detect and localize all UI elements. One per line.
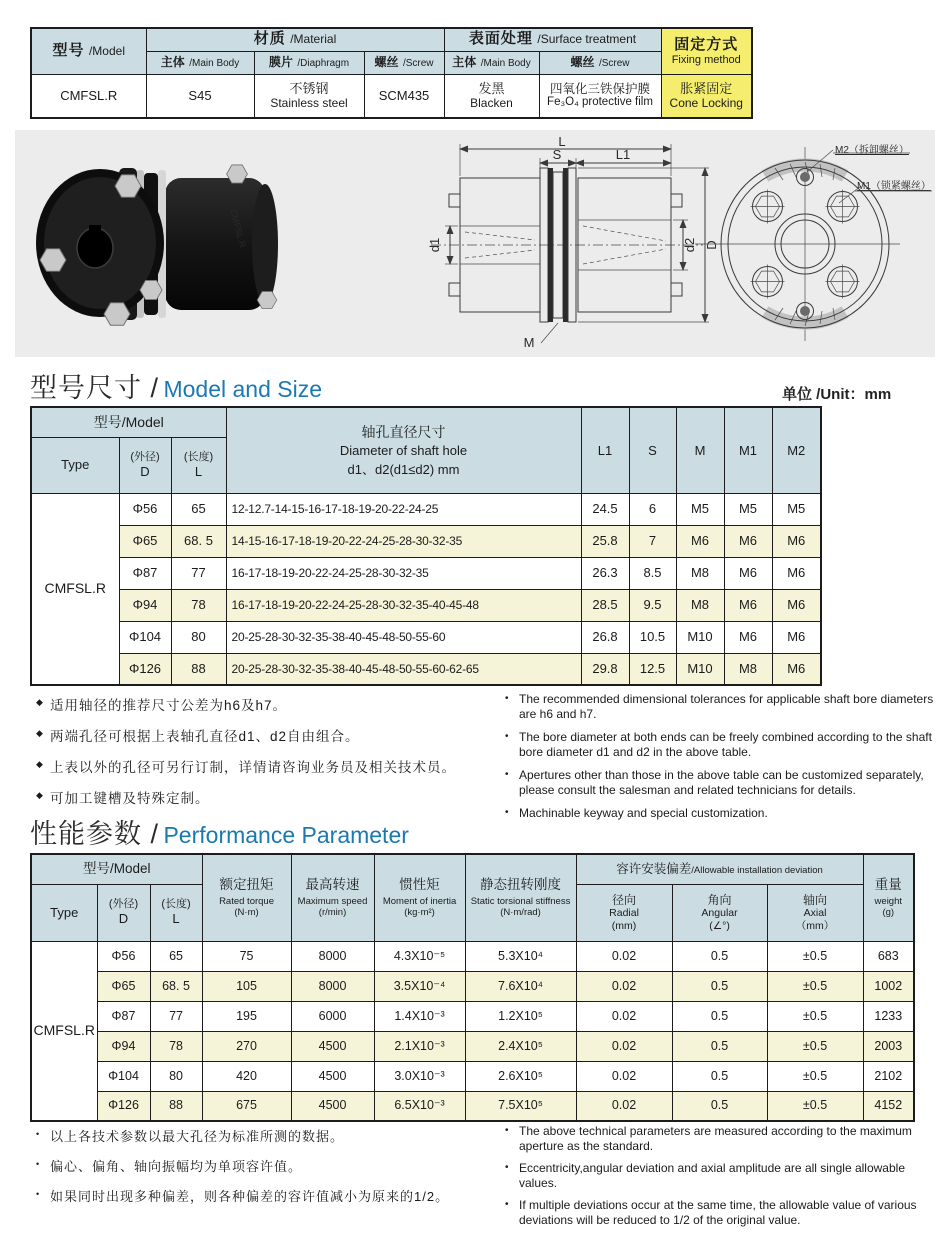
photo-engraving: CMFSL.R — [228, 207, 248, 249]
size-header-type: Type — [31, 437, 119, 493]
bullet-icon: • — [505, 1162, 509, 1173]
weight-cell: 1002 — [863, 971, 914, 1001]
radial-cn: 径向 — [612, 893, 637, 908]
surface-screw-cn: 螺丝 — [570, 55, 595, 70]
list-item — [36, 725, 481, 745]
stiffness-en: Static torsional stiffness — [470, 896, 571, 907]
bullet-icon: • — [505, 1199, 509, 1210]
axial-cn: 轴向 — [803, 893, 828, 908]
l-letter: L — [194, 463, 203, 479]
perf-title-cn: 性能参数 / — [30, 819, 160, 849]
note-text: 两端孔径可根据上表轴孔直径d1、d2自由组合。 — [50, 729, 360, 744]
dim-label-S: S — [552, 147, 562, 162]
weight-cn: 重量 — [874, 877, 902, 893]
radial-cell: 0.02 — [576, 971, 672, 1001]
table-row — [31, 589, 821, 621]
spec-header-material-en: /Material — [290, 32, 337, 47]
dim-label-L: L — [558, 134, 566, 149]
l-paren: (长度) — [183, 450, 214, 463]
note-text: If multiple deviations occur at the same time, the allowable value of various deviations will be reduced to 1/2 of the original value. — [519, 1198, 917, 1227]
radial-cell: 0.02 — [576, 1001, 672, 1031]
d-cell: Φ94 — [97, 1031, 150, 1061]
l-cell: 77 — [171, 557, 226, 589]
table-row — [31, 1031, 914, 1061]
weight-cell: 4152 — [863, 1091, 914, 1121]
note-text: The above technical parameters are measured according to the maximum aperture as the standard. — [519, 1124, 912, 1153]
size-title-cn: 型号尺寸 / — [30, 373, 160, 403]
angular-cell: 0.5 — [672, 1001, 767, 1031]
l-paren: (长度) — [161, 898, 191, 911]
angular-cell: 0.5 — [672, 1031, 767, 1061]
weight-unit: (g) — [882, 907, 895, 919]
d-cell: Φ104 — [97, 1061, 150, 1091]
spec-main-body-value: S45 — [146, 74, 254, 118]
list-item — [36, 756, 481, 776]
perf-header-angular — [672, 884, 767, 941]
inertia-cn: 惯性矩 — [399, 877, 440, 893]
note-text: Apertures other than those in the above table can be customized separately, please consult the salesman and related technicians for details. — [519, 768, 924, 797]
bullet-icon: • — [505, 731, 509, 742]
torque-cell: 105 — [202, 971, 291, 1001]
s-cell: 10.5 — [629, 621, 676, 653]
diaphragm-value-en: Stainless steel — [270, 96, 348, 111]
dim-label-d2: d2 — [682, 237, 697, 253]
spec-subheader-surface-screw — [539, 51, 661, 74]
bullet-icon: • — [36, 1189, 41, 1199]
surface-screw-en: /Screw — [598, 58, 630, 70]
dim-label-d1: d1 — [427, 237, 442, 253]
spec-header-model-cn: 型号 — [52, 41, 85, 59]
l1-cell: 29.8 — [581, 653, 629, 685]
bores-cell: 16-17-18-19-20-22-24-25-28-30-32-35-40-45-48 — [226, 589, 581, 621]
front-view-drawing — [695, 143, 932, 341]
note-text: Eccentricity,angular deviation and axial amplitude are all single allowable values. — [519, 1161, 905, 1190]
s-cell: 7 — [629, 525, 676, 557]
stiffness-unit: (N·m/rad) — [500, 907, 541, 919]
size-col-m: M — [676, 407, 724, 493]
perf-type-value: CMFSL.R — [31, 941, 97, 1121]
size-notes-en — [505, 692, 937, 829]
speed-unit: (r/min) — [318, 907, 347, 919]
bullet-icon: ◆ — [36, 790, 44, 800]
l-cell: 78 — [171, 589, 226, 621]
l-cell: 77 — [150, 1001, 202, 1031]
stiffness-cn: 静态扭转刚度 — [480, 877, 562, 893]
torque-en: Rated torque — [219, 896, 274, 907]
coupling-graphics — [15, 130, 935, 357]
note-text: 以上各技术参数以最大孔径为标准所测的数据。 — [50, 1129, 345, 1144]
l-cell: 88 — [150, 1091, 202, 1121]
perf-section-title — [30, 812, 409, 851]
table-row — [31, 1061, 914, 1091]
axial-cell: ±0.5 — [767, 1001, 863, 1031]
axial-cell: ±0.5 — [767, 1091, 863, 1121]
fixing-value-en: Cone Locking — [669, 96, 743, 111]
dim-label-L1: L1 — [615, 147, 631, 162]
l-cell: 65 — [150, 941, 202, 971]
deviation-cn: 容许安装偏差 — [616, 861, 692, 876]
list-item — [505, 1161, 940, 1191]
note-text: 上表以外的孔径可另行订制，详情请咨询业务员及相关技术员。 — [50, 760, 456, 775]
d-cell: Φ104 — [119, 621, 171, 653]
d-cell: Φ65 — [97, 971, 150, 1001]
surface-main-cn: 主体 — [452, 55, 477, 70]
inertia-unit: (kg·m²) — [404, 907, 435, 919]
size-title-en: Model and Size — [163, 376, 323, 402]
spec-subheader-main-body — [146, 51, 254, 74]
angular-unit: (∠°) — [709, 919, 730, 932]
spec-fixing-value — [661, 74, 752, 118]
side-view-drawing — [427, 134, 719, 350]
list-item — [36, 694, 481, 714]
bores-cell: 12-12.7-14-15-16-17-18-19-20-22-24-25 — [226, 493, 581, 525]
angular-cell: 0.5 — [672, 1061, 767, 1091]
m-cell: M8 — [676, 589, 724, 621]
bores-cell: 20-25-28-30-32-35-38-40-45-48-50-55-60-62-65 — [226, 653, 581, 685]
spec-header-material-cn: 材质 — [253, 30, 286, 48]
size-header-shaft-hole — [226, 407, 581, 493]
surface-screw-value-en: Fe₃O₄ protective film — [547, 96, 653, 109]
angular-cell: 0.5 — [672, 941, 767, 971]
speed-cell: 6000 — [291, 1001, 374, 1031]
note-m1: M1（锁紧螺丝） — [857, 181, 931, 192]
diaphragm-en: /Diaphragm — [297, 58, 350, 70]
perf-header-d — [97, 884, 150, 941]
perf-header-axial — [767, 884, 863, 941]
speed-cell: 4500 — [291, 1091, 374, 1121]
l-cell: 68. 5 — [171, 525, 226, 557]
axial-cell: ±0.5 — [767, 1061, 863, 1091]
speed-cell: 4500 — [291, 1031, 374, 1061]
deviation-en: /Allowable installation deviation — [691, 864, 823, 876]
bores-cell: 14-15-16-17-18-19-20-22-24-25-28-30-32-35 — [226, 525, 581, 557]
table-row — [31, 557, 821, 589]
screw-cn: 螺丝 — [374, 55, 399, 70]
inertia-cell: 6.5X10⁻³ — [374, 1091, 465, 1121]
fixing-value-cn: 胀紧固定 — [680, 81, 733, 96]
perf-header-model: 型号/Model — [31, 854, 202, 884]
size-col-s: S — [629, 407, 676, 493]
l-cell: 78 — [150, 1031, 202, 1061]
m-cell: M8 — [676, 557, 724, 589]
radial-unit: (mm) — [611, 919, 637, 932]
d-cell: Φ87 — [119, 557, 171, 589]
stiffness-cell: 1.2X10⁵ — [465, 1001, 576, 1031]
surface-main-value-en: Blacken — [470, 96, 513, 111]
l1-cell: 26.8 — [581, 621, 629, 653]
l-letter: L — [172, 911, 180, 927]
m2-cell: M6 — [772, 653, 821, 685]
l-cell: 80 — [171, 621, 226, 653]
diaphragm-value-cn: 不锈钢 — [289, 81, 329, 96]
d-cell: Φ65 — [119, 525, 171, 557]
table-row — [31, 971, 914, 1001]
spec-surface-main-value — [444, 74, 539, 118]
perf-header-torque — [202, 854, 291, 941]
note-text: 如果同时出现多种偏差，则各种偏差的容许值减小为原来的1/2。 — [50, 1189, 450, 1204]
speed-cell: 4500 — [291, 1061, 374, 1091]
d-letter: D — [140, 463, 150, 479]
m1-cell: M6 — [724, 525, 772, 557]
perf-header-radial — [576, 884, 672, 941]
m2-cell: M6 — [772, 557, 821, 589]
table-row — [31, 621, 821, 653]
spec-table — [30, 27, 753, 119]
bores-cell: 16-17-18-19-20-22-24-25-28-30-32-35 — [226, 557, 581, 589]
l-cell: 68. 5 — [150, 971, 202, 1001]
m-cell: M10 — [676, 653, 724, 685]
table-row — [31, 1001, 914, 1031]
spec-header-fixing — [661, 28, 752, 74]
inertia-cell: 3.0X10⁻³ — [374, 1061, 465, 1091]
s-cell: 6 — [629, 493, 676, 525]
m2-cell: M6 — [772, 621, 821, 653]
shaft-en: Diameter of shaft hole — [339, 443, 468, 459]
torque-cell: 75 — [202, 941, 291, 971]
list-item — [505, 768, 937, 798]
torque-cell: 675 — [202, 1091, 291, 1121]
perf-notes-cn — [36, 1126, 481, 1216]
l-cell: 88 — [171, 653, 226, 685]
axial-cell: ±0.5 — [767, 971, 863, 1001]
bullet-icon: ◆ — [36, 697, 44, 707]
l1-cell: 24.5 — [581, 493, 629, 525]
radial-cell: 0.02 — [576, 941, 672, 971]
table-row — [31, 493, 821, 525]
perf-header-l — [150, 884, 202, 941]
size-notes-cn — [36, 694, 481, 818]
bullet-icon: • — [36, 1129, 41, 1139]
main-body-en: /Main Body — [189, 58, 240, 70]
table-row — [31, 653, 821, 685]
weight-cell: 1233 — [863, 1001, 914, 1031]
m2-cell: M6 — [772, 525, 821, 557]
m-cell: M5 — [676, 493, 724, 525]
size-type-value: CMFSL.R — [31, 493, 119, 685]
list-item — [36, 1126, 481, 1145]
stiffness-cell: 5.3X10⁴ — [465, 941, 576, 971]
d-cell: Φ94 — [119, 589, 171, 621]
weight-cell: 2102 — [863, 1061, 914, 1091]
table-row — [31, 1091, 914, 1121]
list-item — [36, 1156, 481, 1175]
spec-diaphragm-value — [254, 74, 364, 118]
d-cell: Φ126 — [97, 1091, 150, 1121]
stiffness-cell: 2.6X10⁵ — [465, 1061, 576, 1091]
bullet-icon: • — [505, 807, 509, 818]
surface-screw-value-cn: 四氧化三铁保护膜 — [549, 81, 650, 96]
size-header-model: 型号/Model — [31, 407, 226, 437]
inertia-cell: 2.1X10⁻³ — [374, 1031, 465, 1061]
coupling-photo — [36, 165, 278, 325]
angular-cn: 角向 — [707, 893, 732, 908]
spec-surface-screw-value — [539, 74, 661, 118]
bullet-icon: • — [36, 1159, 41, 1169]
table-row — [31, 941, 914, 971]
spec-header-material — [146, 28, 444, 51]
list-item — [505, 1124, 940, 1154]
spec-header-model-en: /Model — [88, 43, 125, 58]
m1-cell: M6 — [724, 621, 772, 653]
list-item — [36, 787, 481, 807]
torque-unit: (N·m) — [234, 907, 259, 919]
inertia-cell: 1.4X10⁻³ — [374, 1001, 465, 1031]
note-text: Machinable keyway and special customization. — [519, 806, 768, 820]
inertia-cell: 3.5X10⁻⁴ — [374, 971, 465, 1001]
note-text: 适用轴径的推荐尺寸公差为h6及h7。 — [50, 698, 288, 713]
perf-header-type: Type — [31, 884, 97, 941]
l-cell: 80 — [150, 1061, 202, 1091]
m1-cell: M6 — [724, 557, 772, 589]
spec-header-model — [31, 28, 146, 74]
radial-cell: 0.02 — [576, 1061, 672, 1091]
weight-en: weight — [874, 896, 903, 907]
surface-main-en: /Main Body — [480, 58, 531, 70]
l1-cell: 26.3 — [581, 557, 629, 589]
surface-main-value-cn: 发黑 — [478, 81, 505, 96]
axial-cell: ±0.5 — [767, 941, 863, 971]
speed-en: Maximum speed — [297, 896, 368, 907]
perf-title-en: Performance Parameter — [163, 822, 409, 848]
size-col-m2: M2 — [772, 407, 821, 493]
radial-cell: 0.02 — [576, 1031, 672, 1061]
stiffness-cell: 7.6X10⁴ — [465, 971, 576, 1001]
d-paren: (外径) — [108, 898, 139, 911]
size-table — [30, 406, 822, 686]
l1-cell: 28.5 — [581, 589, 629, 621]
spec-subheader-surface-main — [444, 51, 539, 74]
d-cell: Φ56 — [97, 941, 150, 971]
note-text: The recommended dimensional tolerances for applicable shaft bore diameters are h6 and h7. — [519, 692, 934, 721]
spec-screw-value: SCM435 — [364, 74, 444, 118]
list-item — [36, 1186, 481, 1205]
radial-cell: 0.02 — [576, 1091, 672, 1121]
spec-subheader-diaphragm — [254, 51, 364, 74]
spec-header-surface-en: /Surface treatment — [537, 32, 637, 47]
shaft-sub: d1、d2(d1≤d2) mm — [347, 461, 460, 477]
speed-cn: 最高转速 — [305, 877, 360, 893]
weight-cell: 683 — [863, 941, 914, 971]
spec-header-fixing-cn: 固定方式 — [674, 35, 739, 53]
note-m2: M2（拆卸螺丝） — [835, 145, 909, 156]
spec-header-fixing-en: Fixing method — [671, 53, 741, 66]
m2-cell: M5 — [772, 493, 821, 525]
performance-table — [30, 853, 915, 1122]
speed-cell: 8000 — [291, 971, 374, 1001]
diaphragm-cn: 膜片 — [268, 55, 293, 70]
angular-en: Angular — [701, 907, 738, 920]
d-cell: Φ56 — [119, 493, 171, 525]
note-text: 可加工键槽及特殊定制。 — [50, 791, 210, 806]
shaft-cn: 轴孔直径尺寸 — [361, 423, 446, 440]
note-text: The bore diameter at both ends can be freely combined according to the shaft bore diameter d1 and d2 in the above table. — [519, 730, 932, 759]
dim-label-D: D — [704, 240, 719, 250]
product-image-band — [15, 130, 935, 357]
d-cell: Φ126 — [119, 653, 171, 685]
l-cell: 65 — [171, 493, 226, 525]
spec-subheader-screw — [364, 51, 444, 74]
d-paren: (外径) — [130, 450, 160, 463]
torque-cell: 270 — [202, 1031, 291, 1061]
bores-cell: 20-25-28-30-32-35-38-40-45-48-50-55-60 — [226, 621, 581, 653]
axial-unit: （mm） — [795, 919, 835, 932]
bullet-icon: ◆ — [36, 759, 44, 769]
weight-cell: 2003 — [863, 1031, 914, 1061]
note-text: 偏心、偏角、轴向振幅均为单项容许值。 — [50, 1159, 303, 1174]
m-cell: M6 — [676, 525, 724, 557]
size-header-l — [171, 437, 226, 493]
unit-label: 单位 /Unit：mm — [782, 386, 892, 403]
stiffness-cell: 7.5X10⁵ — [465, 1091, 576, 1121]
spec-header-surface-cn: 表面处理 — [468, 30, 533, 48]
screw-en: /Screw — [402, 58, 434, 70]
bullet-icon: • — [505, 693, 509, 704]
list-item — [505, 730, 937, 760]
l1-cell: 25.8 — [581, 525, 629, 557]
inertia-cell: 4.3X10⁻⁵ — [374, 941, 465, 971]
perf-header-weight — [863, 854, 914, 941]
size-header-d — [119, 437, 171, 493]
torque-cell: 195 — [202, 1001, 291, 1031]
axial-cell: ±0.5 — [767, 1031, 863, 1061]
perf-header-deviation — [576, 854, 863, 884]
m1-cell: M6 — [724, 589, 772, 621]
axial-en: Axial — [803, 907, 827, 920]
size-col-l1: L1 — [581, 407, 629, 493]
angular-cell: 0.5 — [672, 1091, 767, 1121]
bullet-icon: • — [505, 769, 509, 780]
spec-header-surface — [444, 28, 661, 51]
inertia-en: Moment of inertia — [382, 896, 457, 907]
m1-cell: M8 — [724, 653, 772, 685]
radial-en: Radial — [609, 907, 639, 920]
stiffness-cell: 2.4X10⁵ — [465, 1031, 576, 1061]
list-item — [505, 1198, 940, 1228]
angular-cell: 0.5 — [672, 971, 767, 1001]
m1-cell: M5 — [724, 493, 772, 525]
m2-cell: M6 — [772, 589, 821, 621]
table-row — [31, 525, 821, 557]
perf-header-speed — [291, 854, 374, 941]
perf-header-stiffness — [465, 854, 576, 941]
s-cell: 8.5 — [629, 557, 676, 589]
bullet-icon: • — [505, 1125, 509, 1136]
spec-model-value: CMFSL.R — [31, 74, 146, 118]
size-section-title — [30, 366, 322, 405]
torque-cn: 额定扭矩 — [219, 877, 274, 893]
spec-data-row — [31, 74, 752, 118]
list-item — [505, 692, 937, 722]
size-col-m1: M1 — [724, 407, 772, 493]
torque-cell: 420 — [202, 1061, 291, 1091]
s-cell: 9.5 — [629, 589, 676, 621]
d-cell: Φ87 — [97, 1001, 150, 1031]
d-letter: D — [118, 911, 129, 927]
main-body-cn: 主体 — [160, 55, 185, 70]
bullet-icon: ◆ — [36, 728, 44, 738]
dim-label-M: M — [523, 335, 535, 350]
perf-header-inertia — [374, 854, 465, 941]
speed-cell: 8000 — [291, 941, 374, 971]
list-item — [505, 806, 937, 821]
s-cell: 12.5 — [629, 653, 676, 685]
perf-notes-en — [505, 1124, 940, 1235]
m-cell: M10 — [676, 621, 724, 653]
